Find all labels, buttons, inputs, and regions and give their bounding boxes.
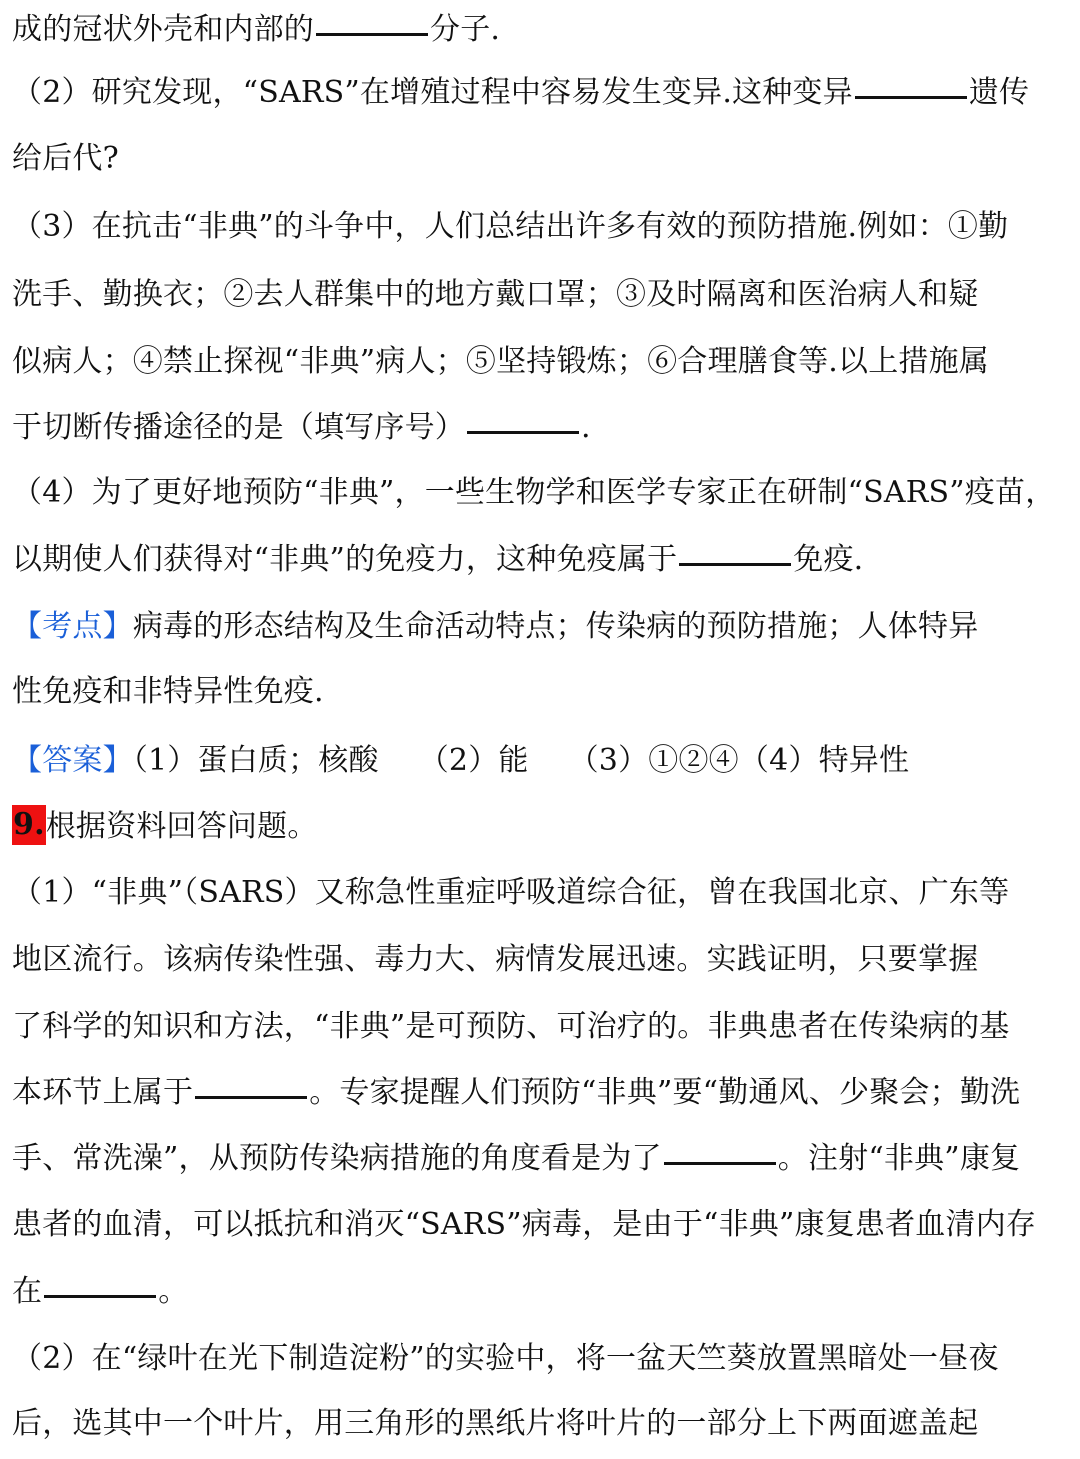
line-text-after-blank: 遗传 xyxy=(968,75,1030,110)
text-line-11 xyxy=(12,662,324,722)
text-line-5 xyxy=(12,265,978,325)
line-text: （1）“非典”（SARS）又称急性重症呼吸道综合征，曾在我国北京、广东等 xyxy=(12,875,1010,910)
line-text: 性免疫和非特异性免疫. xyxy=(12,674,324,709)
question-number-badge: 9. xyxy=(12,805,46,845)
kaodian-line xyxy=(12,597,978,657)
text-line-22 xyxy=(12,1394,978,1454)
line-text: 本环节上属于 xyxy=(12,1075,194,1110)
kaodian-label: 【考点】 xyxy=(12,609,133,644)
text-line-21 xyxy=(12,1329,999,1389)
text-line-14 xyxy=(12,863,1009,923)
line-text: （4）为了更好地预防“非典”，一些生物学和医学专家正在研制“SARS”疫苗， xyxy=(12,475,1056,510)
line-text: （3）在抗击“非典”的斗争中，人们总结出许多有效的预防措施.例如：①勤 xyxy=(12,209,1009,244)
text-line-7 xyxy=(12,398,591,458)
text-line-1 xyxy=(12,0,500,60)
answer-blank xyxy=(467,430,579,434)
line-text: 似病人；④禁止探视“非典”病人；⑤坚持锻炼；⑥合理膳食等.以上措施属 xyxy=(12,344,990,379)
answer-part-1: （1）蛋白质；核酸 xyxy=(132,743,379,778)
answer-label: 【答案】 xyxy=(12,743,133,778)
text-line-4 xyxy=(12,197,1008,257)
answer-blank xyxy=(664,1161,776,1165)
text-line-2 xyxy=(12,63,1029,123)
answer-blank xyxy=(44,1294,156,1298)
answer-blank xyxy=(316,32,428,36)
line-text-after-blank: 分子. xyxy=(430,12,501,47)
line-text: 病毒的形态结构及生命活动特点；传染病的预防措施；人体特异 xyxy=(132,609,979,644)
text-line-3 xyxy=(12,129,119,189)
line-text: （2）在“绿叶在光下制造淀粉”的实验中，将一盆天竺葵放置黑暗处一昼夜 xyxy=(12,1341,999,1376)
line-text: （2）研究发现，“SARS”在增殖过程中容易发生变异.这种变异 xyxy=(12,75,853,110)
text-line-19 xyxy=(12,1195,1036,1255)
line-text-after-blank: 免疫. xyxy=(793,542,864,577)
line-text: 成的冠状外壳和内部的 xyxy=(12,12,314,47)
line-text: 在 xyxy=(12,1274,43,1309)
answer-part-3: （3）①②④（4）特异性 xyxy=(568,743,910,778)
line-text: 于切断传播途径的是（填写序号） xyxy=(12,410,465,445)
line-text: 了科学的知识和方法，“非典”是可预防、可治疗的。非典患者在传染病的基 xyxy=(12,1009,1010,1044)
line-text: 以期使人们获得对“非典”的免疫力，这种免疫属于 xyxy=(12,542,678,577)
answer-blank xyxy=(855,95,967,99)
line-text: 患者的血清，可以抵抗和消灭“SARS”病毒，是由于“非典”康复患者血清内存 xyxy=(12,1207,1037,1242)
answer-line xyxy=(12,731,909,791)
question-9-line xyxy=(12,797,318,857)
text-line-8 xyxy=(12,463,1055,523)
text-line-6 xyxy=(12,332,989,392)
text-line-9 xyxy=(12,530,863,590)
text-line-17 xyxy=(12,1063,1020,1123)
line-text: 地区流行。该病传染性强、毒力大、病情发展迅速。实践证明，只要掌握 xyxy=(12,942,979,977)
line-text-after-blank: . xyxy=(581,410,591,445)
text-line-20 xyxy=(12,1262,188,1322)
line-text: 给后代? xyxy=(12,141,119,176)
text-line-18 xyxy=(12,1129,1020,1189)
line-text-after-blank: 。专家提醒人们预防“非典”要“勤通风、少聚会；勤洗 xyxy=(309,1075,1021,1110)
line-text: 手、常洗澡”，从预防传染病措施的角度看是为了 xyxy=(12,1141,662,1176)
text-line-16 xyxy=(12,997,1009,1057)
line-text: 洗手、勤换衣；②去人群集中的地方戴口罩；③及时隔离和医治病人和疑 xyxy=(12,277,979,312)
line-text: 根据资料回答问题。 xyxy=(45,809,318,844)
line-text-after-blank: 。注射“非典”康复 xyxy=(777,1141,1021,1176)
line-text-after-blank: 。 xyxy=(158,1274,189,1309)
answer-blank xyxy=(195,1095,307,1099)
answer-part-2: （2）能 xyxy=(418,743,529,778)
line-text: 后，选其中一个叶片，用三角形的黑纸片将叶片的一部分上下两面遮盖起 xyxy=(12,1406,979,1441)
text-line-15 xyxy=(12,930,978,990)
answer-blank xyxy=(679,562,791,566)
